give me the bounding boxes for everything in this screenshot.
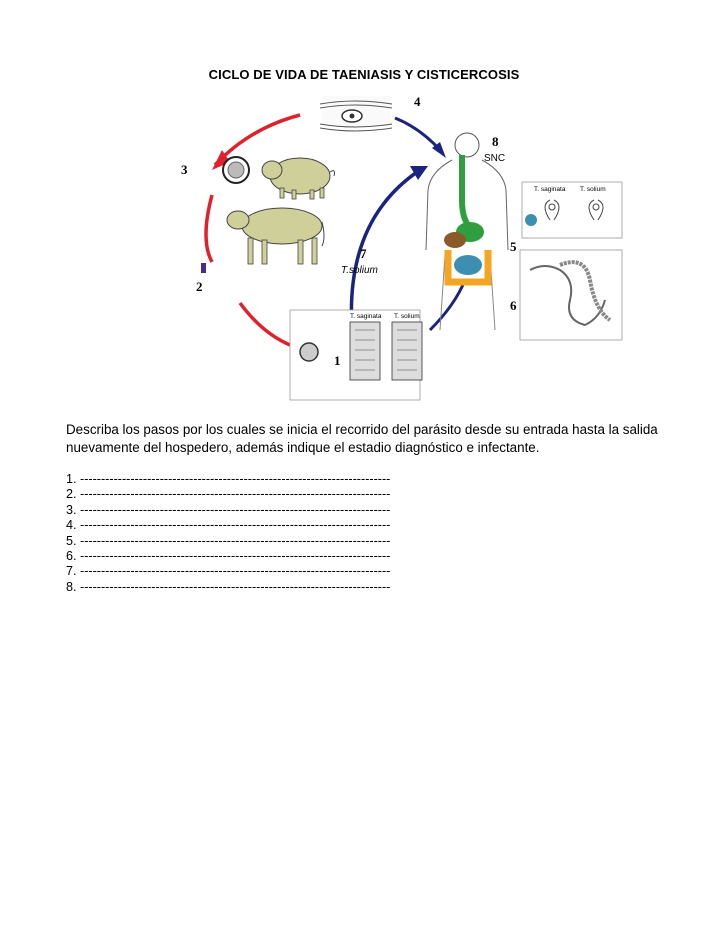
panel-saginata-label-2: T. saginata (350, 313, 382, 320)
answer-line-7[interactable]: 7. -------------------------------------------------------------------------- (66, 564, 391, 579)
answer-line-8[interactable]: 8. -------------------------------------------------------------------------- (66, 579, 391, 594)
answer-line-1[interactable]: 1. -------------------------------------------------------------------------- (66, 472, 391, 486)
answer-line-3[interactable]: 3. -------------------------------------------------------------------------- (66, 502, 391, 517)
stage-label-1: 1 (334, 353, 341, 368)
scolex-panel (522, 182, 622, 238)
page-title: CICLO DE VIDA DE TAENIASIS Y CISTICERCOSIS (208, 67, 520, 82)
answer-line-2[interactable]: 2. -------------------------------------------------------------------------- (66, 487, 391, 502)
cow-icon (227, 208, 324, 264)
red-arc-left (206, 195, 212, 262)
red-arc-top (215, 115, 300, 165)
stage-label-5: 5 (510, 239, 517, 254)
blue-arc-right (430, 280, 465, 330)
answer-line-4[interactable]: 4. -------------------------------------------------------------------------- (66, 518, 391, 533)
answer-lines (66, 472, 466, 595)
t-solium-label: T.solium (341, 265, 378, 276)
panel-saginata-label: T. saginata (534, 186, 566, 193)
panel-solium-label-2: T. solium (394, 313, 420, 320)
egg-stage-3 (223, 157, 249, 183)
stage-label-2: 2 (196, 279, 203, 294)
purple-marker (201, 263, 206, 273)
stage-label-8: 8 (492, 134, 499, 149)
blue-arc-top (395, 118, 440, 150)
stage-label-3: 3 (181, 162, 188, 177)
answer-line-6[interactable]: 6. -------------------------------------------------------------------------- (66, 549, 391, 564)
answer-line-5[interactable]: 5. -------------------------------------------------------------------------- (66, 533, 391, 548)
stage-label-7: 7 (360, 246, 367, 261)
stage-label-4: 4 (414, 94, 421, 109)
red-arc-bottom (240, 303, 290, 345)
cysticercus-image (320, 96, 392, 131)
proglottid-panel (290, 310, 422, 400)
instructions-paragraph: Describa los pasos por los cuales se inicia el recorrido del parásito desde su entrada hasta la salida nuevamente del hospedero, además indique el estadio diagnóstico e infectante. (66, 422, 658, 455)
pig-icon (262, 158, 335, 199)
panel-solium-label: T. solium (580, 186, 606, 193)
stage-label-6: 6 (510, 298, 517, 313)
snc-label: SNC (484, 153, 506, 164)
lifecycle-diagram (0, 0, 728, 420)
adult-worm-panel (520, 250, 622, 340)
